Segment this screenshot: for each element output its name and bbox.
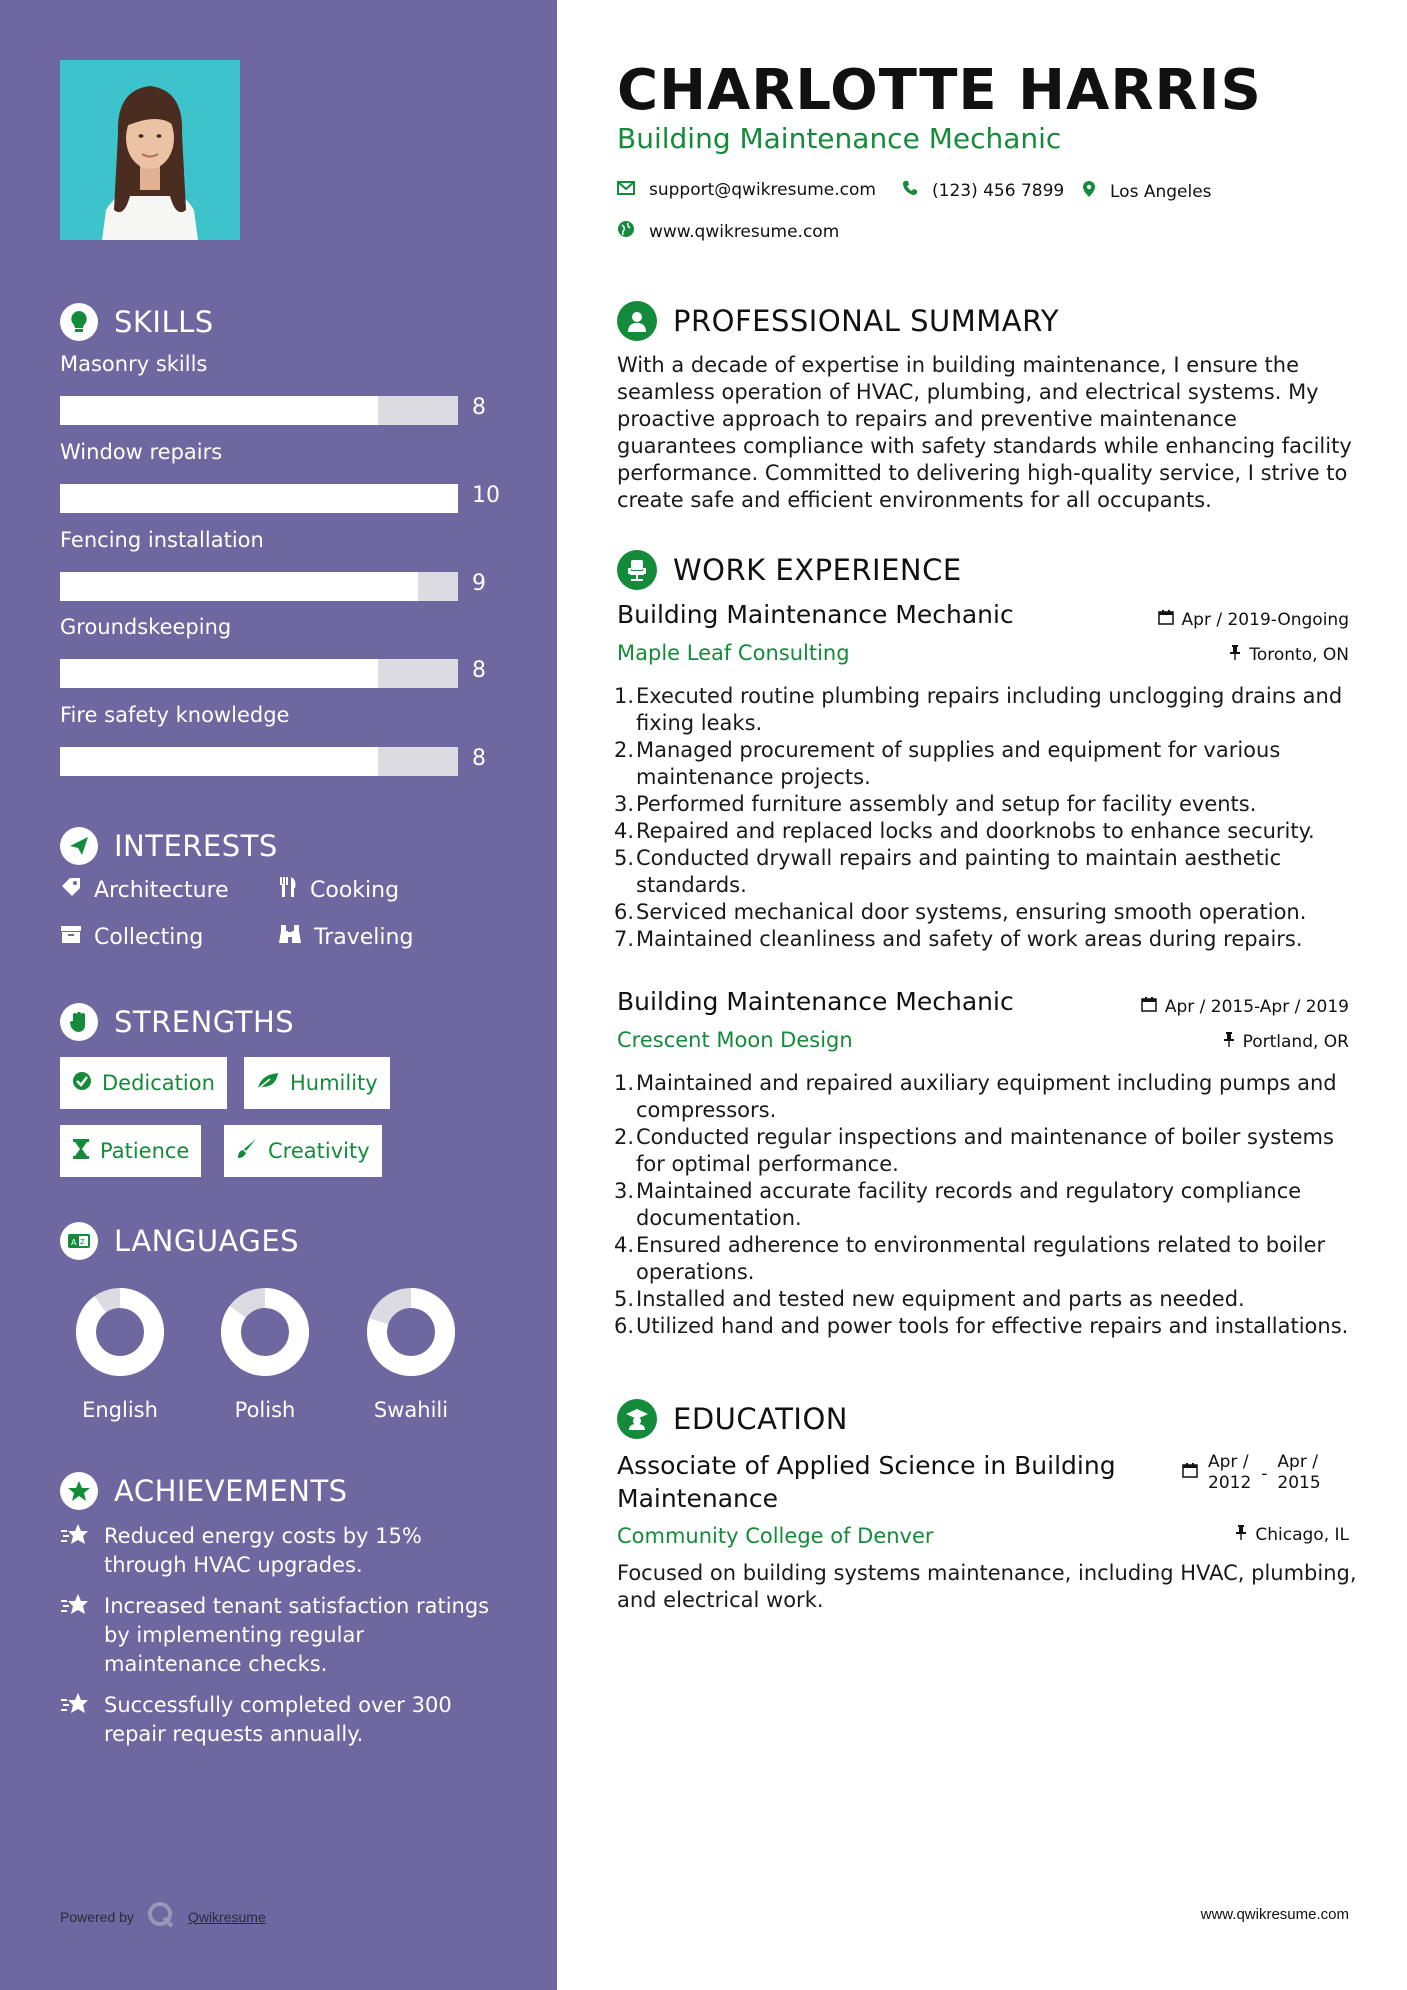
interests-heading [60,827,278,865]
language-name: English [82,1398,158,1422]
list-item: 2. Managed procurement of supplies and equipment for various maintenance projects. [614,738,1281,789]
education-dates [1182,1452,1321,1494]
job-location-text: Toronto, ON [1249,644,1349,665]
contact-website [617,220,839,243]
star-icon [60,1691,90,1749]
svg-text:Z: Z [80,1238,85,1246]
interest-item [60,876,229,904]
interest-label: Collecting [94,924,204,950]
language-name: Swahili [373,1398,449,1422]
language-ring [346,1287,476,1377]
skill-value: 9 [472,571,486,596]
strength-chip [60,1057,227,1109]
summary-text: With a decade of expertise in building maintenance, I ensure the seamless operation of HVAC, plumbing, and electrical systems. My proactive approach to repairs and preventive maintenance guarantees compliance with safety standards while enhancing facility performance. Committed to delivering high-quality service, I strive to create safe and efficient environments for all occupants. [617,353,1352,512]
language-item [55,1287,185,1422]
paper-plane-icon [60,827,98,865]
archive-icon [60,923,82,951]
job-company: Maple Leaf Consulting [617,641,850,665]
brush-icon [236,1138,258,1165]
location-text: Los Angeles [1110,181,1212,202]
education-degree [617,1449,1147,1515]
pushpin-icon [1229,644,1241,665]
achievement-item [60,1592,500,1679]
skill-bar [60,659,458,688]
list-item: 5. Installed and tested new equipment and parts as needed. [614,1287,1245,1311]
leaf-icon [256,1071,280,1096]
skill-value: 10 [472,483,500,508]
education-location-text: Chicago, IL [1255,1524,1349,1545]
list-item: 1. Executed routine plumbing repairs including unclogging drains and fixing leaks. [614,684,1343,735]
skill-name: Fire safety knowledge [60,703,290,727]
achievements-title: ACHIEVEMENTS [114,1474,348,1508]
skill-bar-fill [60,572,418,601]
list-item: 1. Maintained and repaired auxiliary equipment including pumps and compressors. [614,1071,1337,1122]
job-dates [1141,996,1349,1017]
education-title: EDUCATION [673,1402,849,1436]
degree-line: Maintenance [617,1484,778,1513]
footer-url[interactable]: www.qwikresume.com [1200,1906,1349,1923]
candidate-title: Building Maintenance Mechanic [617,122,1062,155]
job-role: Building Maintenance Mechanic [617,987,1014,1016]
job-dates-text: Apr / 2019-Ongoing [1181,609,1349,630]
strength-chip [60,1125,201,1177]
powered-by [60,1900,266,1933]
list-item: 7. Maintained cleanliness and safety of work areas during repairs. [614,927,1303,951]
star-icon [60,1522,90,1580]
experience-title: WORK EXPERIENCE [673,553,962,587]
strength-label: Patience [100,1139,190,1163]
pushpin-icon [1223,1031,1235,1052]
skill-bar [60,747,458,776]
cutlery-icon [278,876,298,904]
skill-item [60,615,500,683]
skill-bar-fill [60,659,378,688]
list-item: 5. Conducted drywall repairs and painting to maintain aesthetic standards. [614,846,1282,897]
skill-value: 8 [472,746,486,771]
interest-item [278,923,413,951]
main-content [557,0,1407,1990]
contact-location [1082,180,1212,203]
education-heading [617,1399,848,1439]
svg-text:A: A [71,1238,77,1247]
calendar-icon [1182,1462,1198,1494]
skill-bar-fill [60,484,458,513]
strength-label: Humility [290,1071,378,1095]
job-dates [1158,609,1349,630]
achievement-text: Successfully completed over 300 repair requests annually. [104,1693,452,1746]
skill-bar [60,484,458,513]
list-item: 6. Serviced mechanical door systems, ensuring smooth operation. [614,900,1307,924]
email-text[interactable]: support@qwikresume.com [649,180,876,200]
list-item: 3. Performed furniture assembly and setup for facility events. [614,792,1257,816]
list-item: 4. Repaired and replaced locks and doorknobs to enhance security. [614,819,1315,843]
achievement-item [60,1522,500,1580]
education-location [1235,1524,1349,1545]
skill-value: 8 [472,395,486,420]
user-icon [617,301,657,341]
check-circle-icon [72,1071,92,1096]
map-pin-icon [1082,180,1096,203]
language-icon [60,1222,98,1260]
star-badge-icon [60,1472,98,1510]
job-location [1229,644,1349,665]
summary-title: PROFESSIONAL SUMMARY [673,304,1060,338]
date-separator: - [1261,1464,1268,1484]
list-item: 4. Ensured adherence to environmental regulations related to boiler operations. [614,1233,1326,1284]
interest-item [60,923,203,951]
strength-chip [224,1125,382,1177]
skill-name: Groundskeeping [60,615,232,639]
achievement-text: Increased tenant satisfaction ratings by implementing regular maintenance checks. [104,1594,490,1676]
degree-line: Associate of Applied Science in Building [617,1451,1116,1480]
list-item: 6. Utilized hand and power tools for effective repairs and installations. [614,1314,1349,1338]
star-icon [60,1592,90,1679]
skills-title: SKILLS [114,305,214,339]
globe-icon [617,220,635,243]
qwikresume-logo-icon [146,1900,176,1933]
summary-heading [617,301,1059,341]
interest-label: Traveling [314,924,414,950]
contact-phone [902,180,1064,201]
envelope-icon [617,180,635,200]
interest-label: Cooking [310,877,400,903]
education-end: Apr / 2015 [1277,1452,1321,1493]
interest-item [278,876,399,904]
contact-email [617,180,876,200]
skill-bar [60,572,458,601]
strength-label: Creativity [268,1139,370,1163]
hourglass-icon [72,1138,90,1165]
languages-title: LANGUAGES [114,1224,300,1258]
education-description: Focused on building systems maintenance, including HVAC, plumbing, and electrical work. [617,1561,1357,1612]
calendar-icon [1158,609,1174,630]
language-item [200,1287,330,1422]
lightbulb-icon [60,303,98,341]
education-start: Apr / 2012 [1208,1452,1252,1493]
skill-bar [60,396,458,425]
job-company: Crescent Moon Design [617,1028,853,1052]
language-name: Polish [234,1398,296,1422]
job-dates-text: Apr / 2015-Apr / 2019 [1164,996,1349,1017]
list-item: 3. Maintained accurate facility records and regulatory compliance documentation. [614,1179,1302,1230]
list-item: 2. Conducted regular inspections and maintenance of boiler systems for optimal performance. [614,1125,1334,1176]
binoculars-icon [278,923,302,951]
phone-text: (123) 456 7899 [932,180,1065,201]
skill-item [60,440,500,508]
skills-heading [60,303,214,341]
skill-name: Fencing installation [60,528,264,552]
strength-label: Dedication [102,1071,215,1095]
calendar-icon [1141,996,1157,1017]
language-item [346,1287,476,1422]
candidate-name: CHARLOTTE HARRIS [617,58,1262,123]
pushpin-icon [1235,1524,1247,1545]
phone-icon [902,180,918,201]
skill-item [60,528,500,596]
job-location-text: Portland, OR [1242,1031,1349,1052]
strengths-heading [60,1003,294,1041]
achievements-heading [60,1472,348,1510]
job-bullets [614,1070,1364,1340]
skill-item [60,352,500,420]
job-role: Building Maintenance Mechanic [617,600,1014,629]
language-ring [55,1287,185,1377]
chair-icon [617,550,657,590]
skill-name: Window repairs [60,440,223,464]
skill-bar-fill [60,396,378,425]
qwikresume-link[interactable]: Qwikresume [187,1908,266,1925]
achievement-item [60,1691,500,1749]
skill-value: 8 [472,658,486,683]
profile-photo [60,60,240,240]
education-school: Community College of Denver [617,1524,934,1548]
powered-by-label: Powered by [60,1908,134,1925]
interests-title: INTERESTS [114,829,278,863]
languages-heading [60,1222,299,1260]
language-ring [200,1287,330,1377]
strengths-title: STRENGTHS [114,1005,295,1039]
skill-bar-fill [60,747,378,776]
achievement-text: Reduced energy costs by 15% through HVAC upgrades. [104,1524,422,1577]
graduate-icon [617,1399,657,1439]
sidebar [0,0,557,1990]
skill-name: Masonry skills [60,352,208,376]
skill-item [60,703,500,771]
hand-icon [60,1003,98,1041]
experience-heading [617,550,962,590]
tag-icon [60,876,82,904]
website-text[interactable]: www.qwikresume.com [649,221,840,242]
job-location [1223,1031,1349,1052]
interest-label: Architecture [94,877,229,903]
strength-chip [244,1057,390,1109]
job-bullets [614,683,1364,953]
